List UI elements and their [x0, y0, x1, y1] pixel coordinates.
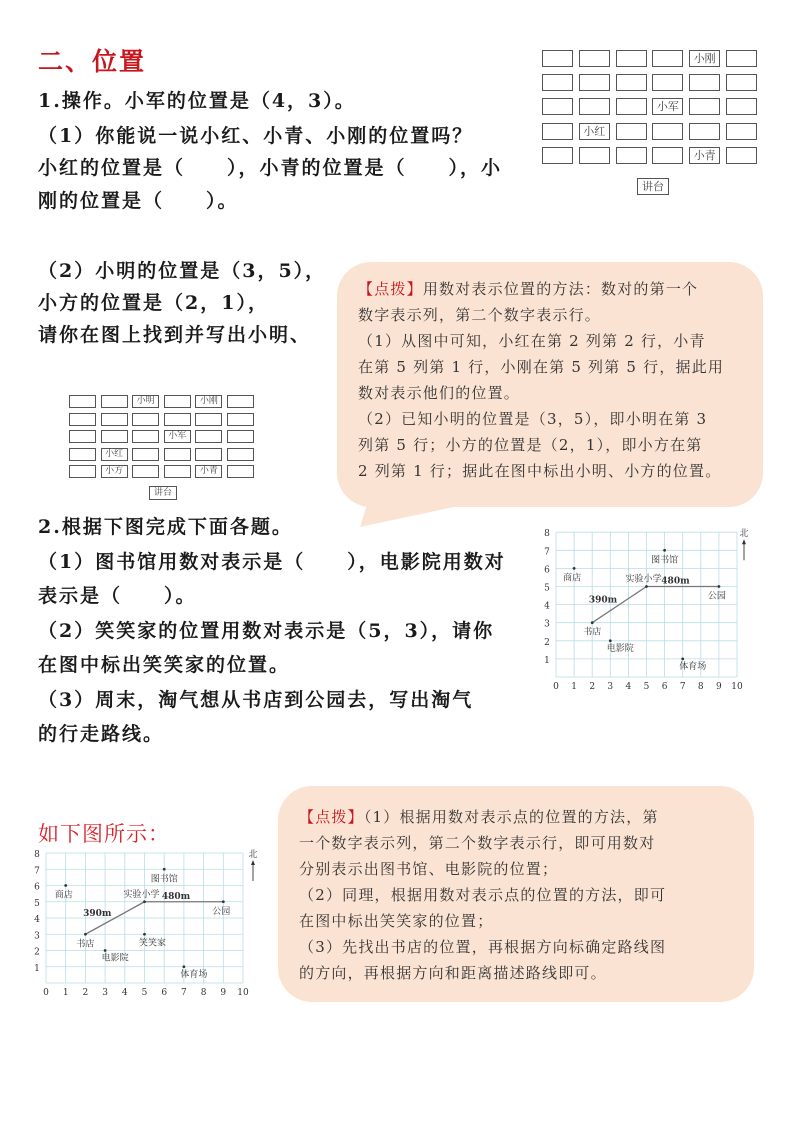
- seat: [164, 395, 191, 408]
- x-tick-label: 5: [141, 988, 148, 998]
- north-arrowhead-icon: [742, 539, 746, 544]
- seat: [69, 395, 96, 408]
- q2-line: 在图中标出笑笑家的位置。: [38, 654, 291, 676]
- q2-line: （3）周末，淘气想从书店到公园去，写出淘气: [38, 689, 474, 711]
- seat-小红: 小红: [101, 448, 128, 461]
- north-label: 北: [739, 529, 749, 540]
- y-tick-label: 3: [34, 931, 40, 942]
- map-point: [591, 621, 594, 624]
- tip-1-line: （2）已知小明的位置是（3，5），即小明在第 3: [358, 410, 708, 428]
- y-tick-label: 3: [544, 619, 550, 630]
- seat: [542, 98, 573, 115]
- route-distance-label: 480m: [661, 576, 690, 587]
- seat-小刚: 小刚: [689, 50, 720, 67]
- map-point: [84, 933, 87, 936]
- map-point: [143, 933, 146, 936]
- map-point-label: 电影院: [101, 953, 129, 964]
- q1-title: 1.操作。小军的位置是（4，3）。: [38, 90, 356, 112]
- tip-2-line: （1）根据用数对表示点的位置的方法，第: [363, 808, 659, 826]
- seat: [69, 430, 96, 443]
- seat: [227, 448, 254, 461]
- map-point: [681, 658, 684, 661]
- map-point: [183, 965, 186, 968]
- tip-2-line: 一个数字表示列，第二个数字表示行，即可用数对: [299, 834, 656, 852]
- y-tick-label: 1: [544, 655, 550, 666]
- y-tick-label: 6: [544, 565, 550, 576]
- y-tick-label: 8: [544, 529, 550, 540]
- tip-1-line: 数字表示列，第二个数字表示行。: [358, 306, 602, 324]
- seat: [542, 50, 573, 67]
- seat: [132, 413, 159, 426]
- q2-line: （1）图书馆用数对表示是（ ），电影院用数对: [38, 551, 506, 573]
- map-point: [609, 639, 612, 642]
- x-tick-label: 10: [731, 682, 743, 692]
- tip-2-line: （3）先找出书店的位置，再根据方向标确定路线图: [299, 938, 667, 956]
- seat: [542, 123, 573, 140]
- q1-part2-line2: 小方的位置是（2，1），: [38, 292, 269, 314]
- q1-part2-line3: 请你在图上找到并写出小明、: [38, 324, 312, 346]
- map-point-label: 实验小学: [123, 889, 160, 900]
- y-tick-label: 7: [544, 547, 550, 558]
- seat-小青: 小青: [195, 465, 222, 478]
- map-point: [222, 900, 225, 903]
- seat: [164, 413, 191, 426]
- map-point: [104, 949, 107, 952]
- section-title: 二、位置: [38, 47, 147, 76]
- seat: [69, 413, 96, 426]
- y-tick-label: 7: [34, 866, 40, 877]
- map-point-label: 公园: [707, 591, 726, 602]
- seat: [616, 98, 647, 115]
- seat: [689, 74, 720, 91]
- seat: [101, 430, 128, 443]
- seat: [652, 74, 683, 91]
- seat: [616, 123, 647, 140]
- route-distance-label: 480m: [161, 891, 191, 902]
- x-tick-label: 8: [697, 682, 704, 692]
- y-tick-label: 6: [34, 882, 40, 893]
- seat: [616, 74, 647, 91]
- podium: 讲台: [149, 486, 177, 500]
- x-tick-label: 5: [643, 682, 650, 692]
- seat: [689, 123, 720, 140]
- seat: [579, 50, 610, 67]
- map-point: [718, 585, 721, 588]
- x-tick-label: 2: [82, 988, 89, 998]
- seat: [227, 430, 254, 443]
- x-tick-label: 4: [121, 988, 128, 998]
- map-point: [573, 567, 576, 570]
- q1-part1-line3: 刚的位置是（ ）。: [38, 190, 239, 212]
- x-tick-label: 3: [607, 682, 614, 692]
- seat: [726, 74, 757, 91]
- q2-line: 的行走路线。: [38, 723, 165, 745]
- tip-1-text: [358, 276, 758, 484]
- tip-1-line: 列第 5 行；小方的位置是（2，1），即小方在第: [358, 436, 703, 454]
- tip-2-text: [299, 804, 749, 986]
- y-tick-label: 2: [544, 637, 550, 648]
- north-arrowhead-icon: [251, 860, 255, 865]
- q1-part1-line2: 小红的位置是（ ），小青的位置是（ ），小: [38, 157, 503, 179]
- seat: [164, 465, 191, 478]
- seat: [542, 74, 573, 91]
- y-tick-label: 4: [544, 601, 550, 612]
- x-tick-label: 10: [237, 988, 249, 998]
- q1-part1-line1: （1）你能说一说小红、小青、小刚的位置吗？: [38, 125, 474, 147]
- y-tick-label: 8: [34, 850, 40, 860]
- tip-1-tag: 【点拨】: [358, 280, 423, 298]
- seat: [726, 98, 757, 115]
- x-tick-label: 6: [661, 682, 668, 692]
- y-tick-label: 1: [34, 963, 40, 974]
- seat: [164, 448, 191, 461]
- tip-2-line: 的方向，再根据方向和距离描述路线即可。: [299, 964, 607, 982]
- seat: [652, 50, 683, 67]
- map-point: [663, 549, 666, 552]
- seat: [227, 395, 254, 408]
- y-tick-label: 5: [34, 898, 40, 909]
- map-point-label: 体育场: [180, 969, 208, 980]
- seat-小方: 小方: [101, 465, 128, 478]
- seating-chart-1: [542, 50, 760, 200]
- seating-chart-2: [69, 395, 259, 505]
- seat-小青: 小青: [689, 147, 720, 164]
- x-tick-label: 6: [161, 988, 168, 998]
- x-tick-label: 9: [716, 682, 722, 692]
- y-tick-label: 2: [34, 947, 40, 958]
- seat: [542, 147, 573, 164]
- x-tick-label: 7: [679, 682, 686, 692]
- tip-1-line: 2 列第 1 行；据此在图中标出小明、小方的位置。: [358, 462, 722, 480]
- grid-map-2: [30, 843, 265, 998]
- seat: [652, 123, 683, 140]
- seat: [616, 147, 647, 164]
- x-tick-label: 2: [589, 682, 596, 692]
- seat-小红: 小红: [579, 123, 610, 140]
- seat: [227, 413, 254, 426]
- map-point: [143, 900, 146, 903]
- seat: [616, 50, 647, 67]
- tip-1-line: 在第 5 列第 1 行，小刚在第 5 列第 5 行，据此用: [358, 358, 725, 376]
- route-distance-label: 390m: [83, 909, 112, 919]
- seat: [652, 147, 683, 164]
- seat: [726, 50, 757, 67]
- map-point-label: 实验小学: [625, 574, 662, 585]
- map-point: [645, 585, 648, 588]
- map-point-label: 书店: [583, 627, 602, 638]
- seat: [579, 74, 610, 91]
- q2-line: 表示是（ ）。: [38, 585, 197, 607]
- q1-part2-line1: （2）小明的位置是（3，5），: [38, 260, 327, 282]
- podium: 讲台: [637, 178, 669, 195]
- y-tick-label: 4: [34, 915, 40, 925]
- map-point-label: 电影院: [606, 643, 634, 654]
- north-label: 北: [248, 850, 258, 860]
- seat: [132, 430, 159, 443]
- seat: [101, 395, 128, 408]
- route-distance-label: 390m: [588, 595, 618, 606]
- map-point-label: 笑笑家: [138, 938, 167, 949]
- x-tick-label: 9: [220, 988, 227, 998]
- x-tick-label: 7: [181, 988, 187, 998]
- seat: [132, 465, 159, 478]
- x-tick-label: 8: [200, 988, 207, 998]
- grid-map-1: [540, 522, 765, 692]
- y-tick-label: 5: [544, 583, 550, 594]
- map-point-label: 书店: [76, 939, 95, 950]
- q2-line: （2）笑笑家的位置用数对表示是（5，3），请你: [38, 620, 495, 642]
- seat: [689, 98, 720, 115]
- x-tick-label: 4: [625, 682, 632, 692]
- tip-bubble-2-tail: [300, 990, 500, 1020]
- map-point-label: 商店: [563, 573, 582, 584]
- tip-2-line: （2）同理，根据用数对表示点的位置的方法，即可: [299, 886, 667, 904]
- map-point-label: 体育场: [679, 661, 707, 672]
- x-tick-label: 1: [62, 988, 69, 998]
- seat: [101, 413, 128, 426]
- seat: [195, 448, 222, 461]
- tip-2-tag: 【点拨】: [299, 808, 364, 826]
- tip-1-line: 数对表示他们的位置。: [358, 384, 521, 402]
- seat-小军: 小军: [652, 98, 683, 115]
- seat: [69, 465, 96, 478]
- map-point-label: 图书馆: [150, 874, 178, 885]
- seat-小军: 小军: [164, 430, 191, 443]
- seat: [195, 413, 222, 426]
- map-point: [163, 868, 166, 871]
- seat: [579, 147, 610, 164]
- tip-1-line: （1）从图中可知，小红在第 2 列第 2 行，小青: [358, 332, 706, 350]
- seat-小明: 小明: [132, 395, 159, 408]
- seat: [227, 465, 254, 478]
- seat: [726, 147, 757, 164]
- x-tick-label: 0: [553, 682, 559, 692]
- map-point-label: 商店: [54, 890, 73, 901]
- x-tick-label: 1: [571, 682, 577, 692]
- tip-2-line: 分别表示出图书馆、电影院的位置；: [299, 860, 559, 878]
- seat-小刚: 小刚: [195, 395, 222, 408]
- x-tick-label: 3: [102, 988, 108, 998]
- tip-bubble-1-tail: [350, 495, 550, 535]
- map-point: [64, 884, 67, 887]
- tip-2-line: 在图中标出笑笑家的位置；: [299, 912, 494, 930]
- seat: [726, 123, 757, 140]
- answer-label: 如下图所示：: [38, 822, 170, 846]
- seat: [579, 98, 610, 115]
- seat: [132, 448, 159, 461]
- seat: [69, 448, 96, 461]
- map-point-label: 图书馆: [651, 555, 679, 566]
- x-tick-label: 0: [43, 988, 49, 998]
- q2-title: 2.根据下图完成下面各题。: [38, 516, 293, 538]
- seat: [195, 430, 222, 443]
- tip-1-line: 用数对表示位置的方法：数对的第一个: [422, 280, 699, 298]
- map-point-label: 公园: [212, 906, 231, 917]
